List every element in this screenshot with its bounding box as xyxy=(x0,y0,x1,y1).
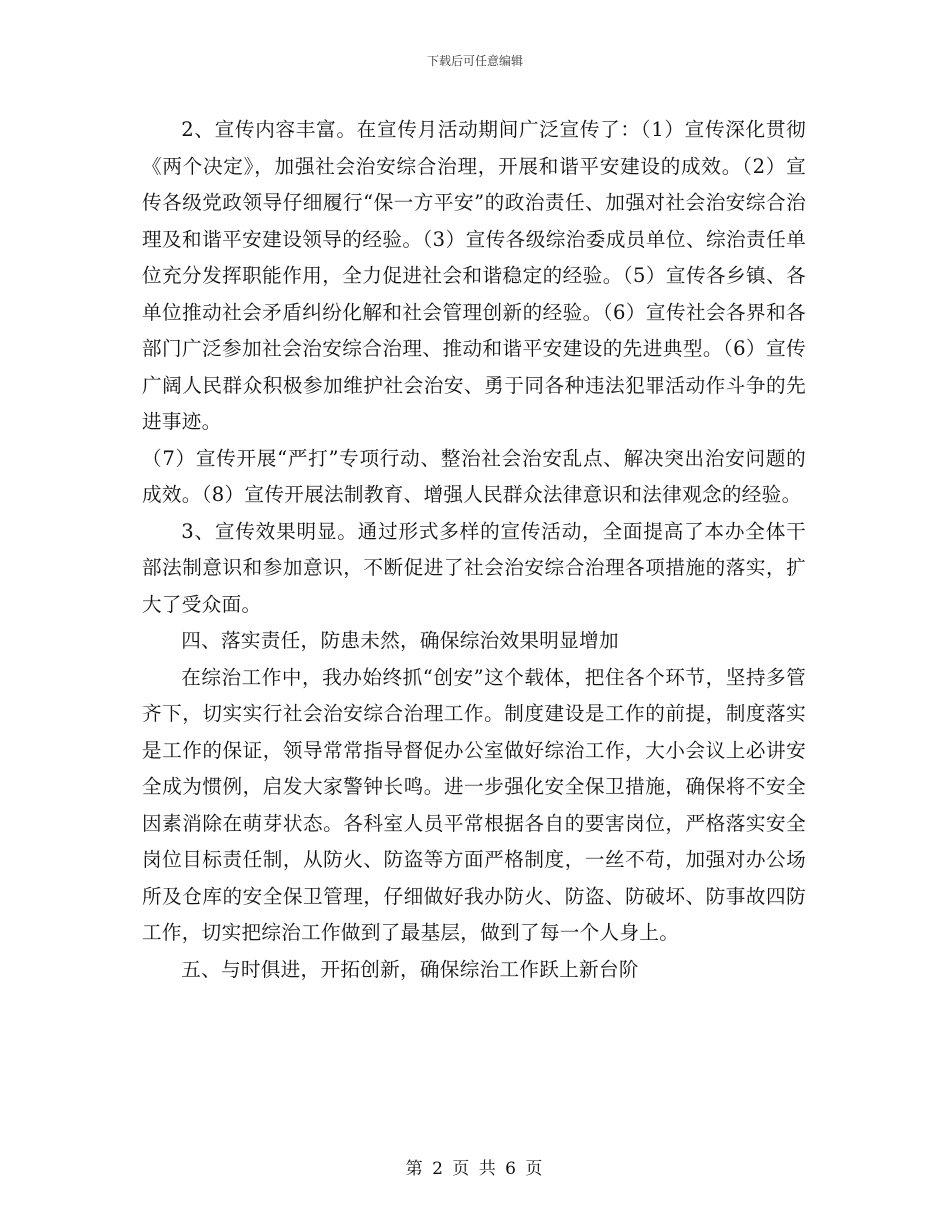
paragraph-publicity-content: 2、宣传内容丰富。在宣传月活动期间广泛宣传了：（1）宣传深化贯彻《两个决定》，加强社会治安综合治理，开展和谐平安建设的成效。（2）宣传各级党政领导仔细履行“保一方平安”的政治责任、加强对社会治安综合治理及和谐平安建设领导的经验。（3）宣传各级综治委成员单位、综治责任单位充分发挥职能作用，全力促进社会和谐稳定的经验。（5）宣传各乡镇、各单位推动社会矛盾纠纷化解和社会管理创新的经验。（6）宣传社会各界和各部门广泛参加社会治安综合治理、推动和谐平安建设的先进典型。（6）宣传广阔人民群众积极参加维护社会治安、勇于同各种违法犯罪活动作斗争的先进事迹。 xyxy=(142,118,806,433)
page-header: 下载后可任意编辑 xyxy=(426,54,523,68)
document-body xyxy=(142,112,806,988)
page-number: 第 2 页 共 6 页 xyxy=(405,1159,545,1179)
paragraph-responsibility: 在综治工作中，我办始终抓“创安”这个载体，把住各个环节，坚持多管齐下，切实实行社会治安综合治理工作。制度建设是工作的前提，制度落实是工作的保证，领导常常指导督促办公室做好综治工作，大小会议上必讲安全成为惯例，启发大家警钟长鸣。进一步强化安全保卫措施，确保将不安全因素消除在萌芽状态。各科室人员平常根据各自的要害岗位，严格落实安全岗位目标责任制，从防火、防盗等方面严格制度，一丝不苟，加强对办公场所及仓库的安全保卫管理，仔细做好我办防火、防盗、防破坏、防事故四防工作，切实把综治工作做到了最基层，做到了每一个人身上。 xyxy=(142,665,806,944)
paragraph-publicity-content-continued: （7）宣传开展“严打”专项行动、整治社会治安乱点、解决突出治安问题的成效。（8）宣传开展法制教育、增强人民群众法律意识和法律观念的经验。 xyxy=(142,446,806,506)
paragraph-publicity-effect: 3、宣传效果明显。通过形式多样的宣传活动，全面提高了本办全体干部法制意识和参加意识，不断促进了社会治安综合治理各项措施的落实，扩大了受众面。 xyxy=(142,519,806,616)
section-heading-five: 五、与时俱进，开拓创新，确保综治工作跃上新台阶 xyxy=(181,957,639,981)
section-heading-four: 四、落实责任，防患未然，确保综治效果明显增加 xyxy=(181,629,619,652)
